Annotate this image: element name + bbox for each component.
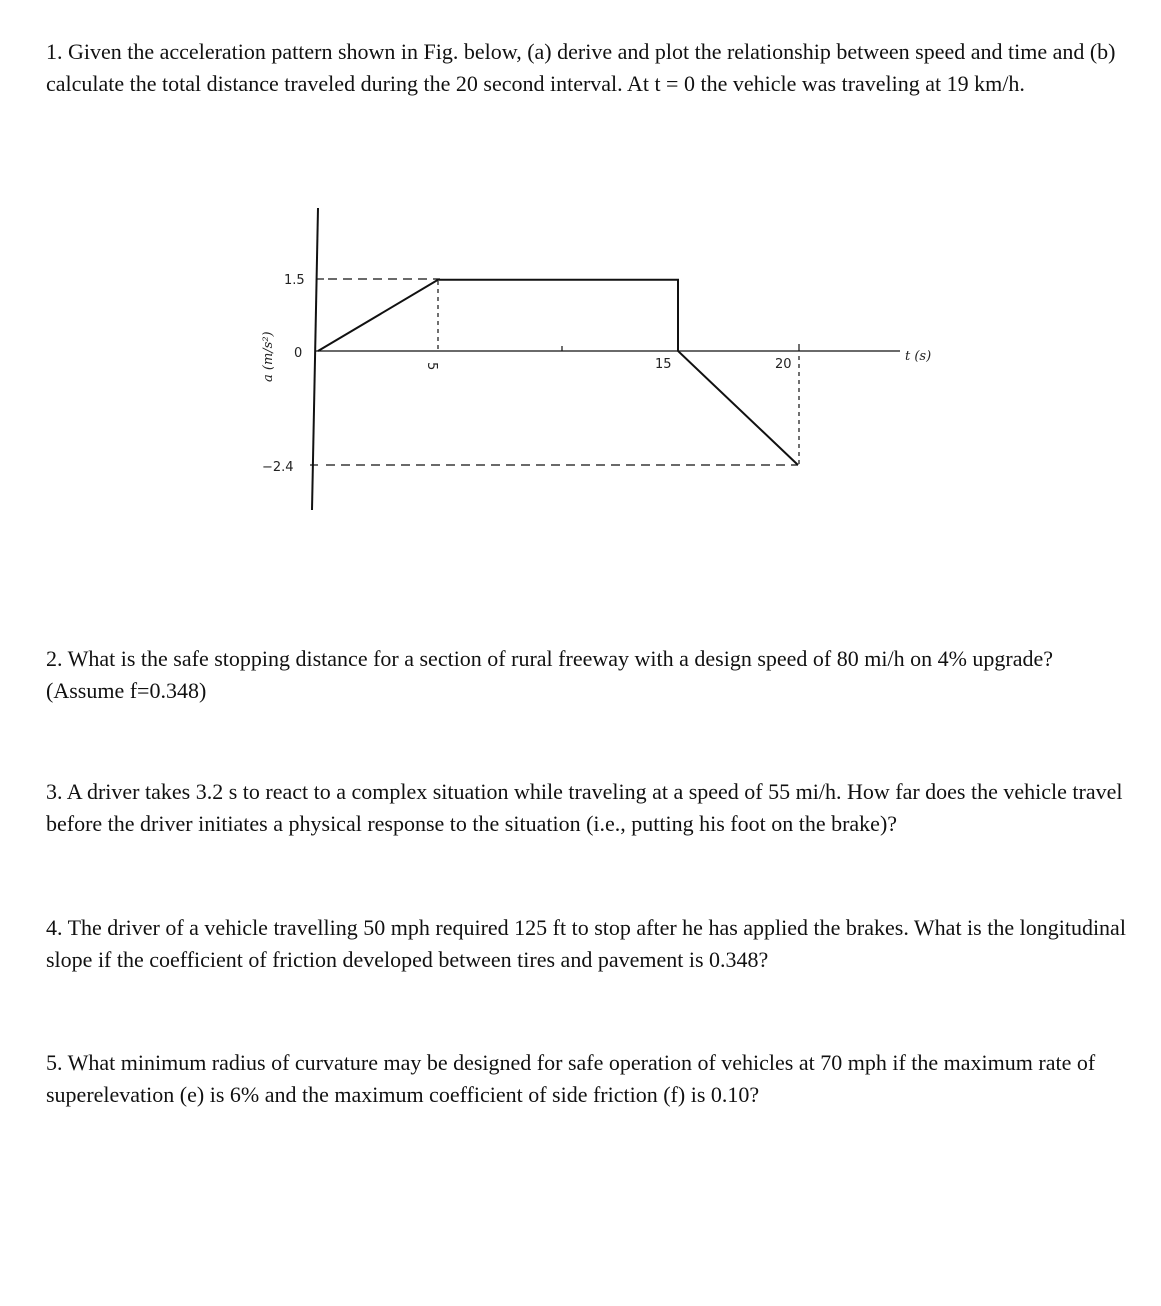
y-tick-label-minus-2-4: −2.4 (262, 460, 294, 475)
acceleration-figure (0, 0, 1161, 620)
acceleration-series-line (318, 280, 798, 465)
y-tick-label-1-5: 1.5 (284, 273, 305, 288)
question-2: 2. What is the safe stopping distance for a section of rural freeway with a design speed of 80 mi/h on 4% upgrade? (Assume f=0.348) (46, 646, 1054, 703)
y-tick-label-0: 0 (294, 346, 303, 361)
question-4: 4. The driver of a vehicle travelling 50 mph required 125 ft to stop after he has applied the brakes. What is the longitudinal slope if the coefficient of friction developed between tires and pavement is 0.348? (46, 915, 1126, 972)
question-3: 3. A driver takes 3.2 s to react to a complex situation while traveling at a speed of 55 mi/h. How far does the vehicle travel before the driver initiates a physical response to the situation (i.e., putting his foot on the brake)? (46, 779, 1123, 836)
x-axis-label: t (s) (905, 349, 932, 364)
question-1: 1. Given the acceleration pattern shown in Fig. below, (a) derive and plot the relationship between speed and time and (b) calculate the total distance traveled during the 20 second interval. At t = 0 the vehicle was traveling at 19 km/h. (46, 39, 1116, 96)
question-5: 5. What minimum radius of curvature may be designed for safe operation of vehicles at 70 mph if the maximum rate of superelevation (e) is 6% and the maximum coefficient of side friction (f) is 0.10? (46, 1050, 1096, 1107)
x-tick-label-5: 5 (424, 362, 439, 371)
x-tick-label-20: 20 (775, 357, 792, 372)
y-axis-label: a (m/s²) (261, 331, 276, 382)
x-tick-label-15: 15 (655, 357, 672, 372)
